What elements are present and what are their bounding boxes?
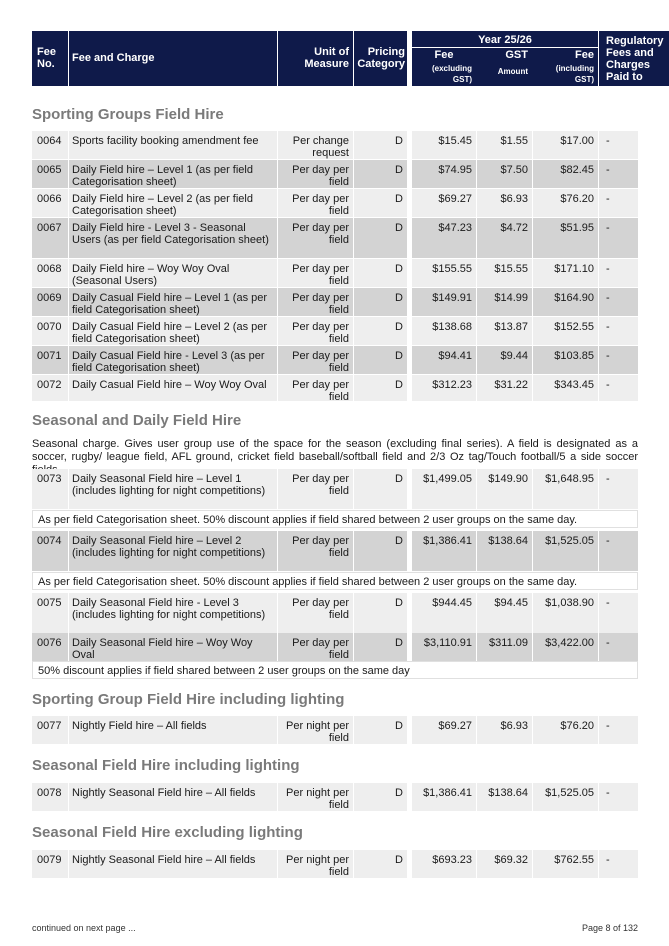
table-row bbox=[32, 783, 638, 811]
fee-number: 0076 bbox=[32, 633, 68, 661]
fee-excluding-gst: $149.91 bbox=[412, 288, 476, 316]
gst-amount: $4.72 bbox=[477, 218, 532, 258]
table-header bbox=[32, 31, 664, 86]
fee-including-gst: $171.10 bbox=[533, 259, 598, 287]
pricing-category: D bbox=[354, 189, 407, 217]
pricing-category: D bbox=[354, 375, 407, 401]
gst-amount: $69.32 bbox=[477, 850, 532, 878]
gst-amount: $94.45 bbox=[477, 593, 532, 633]
gst-amount: $1.55 bbox=[477, 131, 532, 159]
unit-of-measure: Per day per field bbox=[278, 218, 353, 258]
pricing-category: D bbox=[354, 716, 407, 744]
fee-including-gst: $1,525.05 bbox=[533, 531, 598, 571]
fee-number: 0068 bbox=[32, 259, 68, 287]
fee-including-gst: $1,038.90 bbox=[533, 593, 598, 633]
fee-name: Nightly Field hire – All fields bbox=[69, 716, 277, 744]
fee-including-gst: $343.45 bbox=[533, 375, 598, 401]
fee-number: 0077 bbox=[32, 716, 68, 744]
section-description: Seasonal charge. Gives user group use of the space for the season (excluding final series). A field is designated as a soccer, rugby/ league field, AFL ground, cricket field baseball/softball field and 2/3 Oz tag/Touch football/5 a side soccer bbox=[32, 438, 638, 463]
fee-number: 0070 bbox=[32, 317, 68, 345]
fee-number: 0078 bbox=[32, 783, 68, 811]
fee-excluding-gst: $69.27 bbox=[412, 716, 476, 744]
year-divider bbox=[412, 47, 598, 48]
pricing-category: D bbox=[354, 288, 407, 316]
regulatory-paid-to: - bbox=[599, 317, 638, 345]
regulatory-paid-to: - bbox=[599, 716, 638, 744]
fee-including-gst: $1,648.95 bbox=[533, 469, 598, 509]
table-row bbox=[32, 160, 638, 188]
pricing-category: D bbox=[354, 633, 407, 661]
fee-including-gst: $17.00 bbox=[533, 131, 598, 159]
pricing-category: D bbox=[354, 469, 407, 509]
fee-excluding-gst: $3,110.91 bbox=[412, 633, 476, 661]
gst-amount: $6.93 bbox=[477, 189, 532, 217]
gst-amount: $15.55 bbox=[477, 259, 532, 287]
table-row bbox=[32, 317, 638, 345]
table-row bbox=[32, 288, 638, 316]
fee-name: Nightly Seasonal Field hire – All fields bbox=[69, 850, 277, 878]
gst-amount: $31.22 bbox=[477, 375, 532, 401]
table-row bbox=[32, 850, 638, 878]
row-note: As per field Categorisation sheet. 50% discount applies if field shared between 2 user groups on the same day. bbox=[32, 572, 638, 590]
fee-number: 0064 bbox=[32, 131, 68, 159]
fee-excluding-gst: $312.23 bbox=[412, 375, 476, 401]
fee-including-gst: $1,525.05 bbox=[533, 783, 598, 811]
regulatory-paid-to: - bbox=[599, 218, 638, 258]
fee-number: 0066 bbox=[32, 189, 68, 217]
pricing-category: D bbox=[354, 218, 407, 258]
table-row bbox=[32, 593, 638, 633]
gst-amount: $7.50 bbox=[477, 160, 532, 188]
row-note: As per field Categorisation sheet. 50% discount applies if field shared between 2 user groups on the same day. bbox=[32, 510, 638, 528]
regulatory-paid-to: - bbox=[599, 850, 638, 878]
regulatory-paid-to: - bbox=[599, 259, 638, 287]
regulatory-paid-to: - bbox=[599, 469, 638, 509]
gst-amount: $13.87 bbox=[477, 317, 532, 345]
fee-including-gst: $164.90 bbox=[533, 288, 598, 316]
fee-number: 0072 bbox=[32, 375, 68, 401]
table-row bbox=[32, 259, 638, 287]
table-row bbox=[32, 189, 638, 217]
fee-including-gst: $51.95 bbox=[533, 218, 598, 258]
fee-name: Daily Casual Field hire – Level 2 (as per field Categorisation sheet) bbox=[69, 317, 277, 345]
fee-excluding-gst: $944.45 bbox=[412, 593, 476, 633]
pricing-category: D bbox=[354, 346, 407, 374]
fee-name: Daily Casual Field hire – Woy Woy Oval bbox=[69, 375, 277, 401]
gst-amount: $6.93 bbox=[477, 716, 532, 744]
gst-amount: $14.99 bbox=[477, 288, 532, 316]
fee-name: Daily Field hire - Level 3 - Seasonal Users (as per field Categorisation sheet) bbox=[69, 218, 277, 258]
table-row bbox=[32, 469, 638, 509]
fee-excluding-gst: $1,386.41 bbox=[412, 783, 476, 811]
unit-of-measure: Per day per field bbox=[278, 633, 353, 661]
fee-name: Daily Field hire – Level 2 (as per field Categorisation sheet) bbox=[69, 189, 277, 217]
header-fee-charge: Fee and Charge bbox=[69, 31, 277, 86]
fee-number: 0075 bbox=[32, 593, 68, 633]
fee-excluding-gst: $47.23 bbox=[412, 218, 476, 258]
fee-number: 0067 bbox=[32, 218, 68, 258]
gst-amount: $138.64 bbox=[477, 783, 532, 811]
table-row bbox=[32, 531, 638, 571]
pricing-category: D bbox=[354, 259, 407, 287]
section-title-seasonal-daily: Seasonal and Daily Field Hire bbox=[32, 412, 242, 429]
section-title-seasonal-no-lighting: Seasonal Field Hire excluding lighting bbox=[32, 824, 303, 841]
unit-of-measure: Per day per field bbox=[278, 160, 353, 188]
pricing-category: D bbox=[354, 531, 407, 571]
fee-excluding-gst: $1,499.05 bbox=[412, 469, 476, 509]
table-row bbox=[32, 218, 638, 258]
gst-amount: $9.44 bbox=[477, 346, 532, 374]
fee-excluding-gst: $74.95 bbox=[412, 160, 476, 188]
fee-number: 0073 bbox=[32, 469, 68, 509]
regulatory-paid-to: - bbox=[599, 189, 638, 217]
table-row bbox=[32, 633, 638, 661]
fee-including-gst: $76.20 bbox=[533, 189, 598, 217]
header-regulatory: Regulatory Fees and Charges Paid to bbox=[599, 31, 669, 86]
fee-excluding-gst: $138.68 bbox=[412, 317, 476, 345]
header-fee-no: Fee No. bbox=[32, 31, 68, 86]
unit-of-measure: Per change request bbox=[278, 131, 353, 159]
fee-number: 0065 bbox=[32, 160, 68, 188]
unit-of-measure: Per day per field bbox=[278, 346, 353, 374]
regulatory-paid-to: - bbox=[599, 593, 638, 633]
header-pricing: Pricing Category bbox=[354, 31, 407, 86]
table-row bbox=[32, 716, 638, 744]
unit-of-measure: Per night per field bbox=[278, 850, 353, 878]
fee-excluding-gst: $155.55 bbox=[412, 259, 476, 287]
continued-note: continued on next page ... bbox=[32, 923, 136, 933]
table-row bbox=[32, 375, 638, 401]
section-title-seasonal-lighting: Seasonal Field Hire including lighting bbox=[32, 757, 300, 774]
pricing-category: D bbox=[354, 593, 407, 633]
unit-of-measure: Per day per field bbox=[278, 593, 353, 633]
fee-name: Nightly Seasonal Field hire – All fields bbox=[69, 783, 277, 811]
fee-name: Daily Seasonal Field hire - Level 3 (includes lighting for night competitions) bbox=[69, 593, 277, 633]
fee-name: Daily Casual Field hire - Level 3 (as per field Categorisation sheet) bbox=[69, 346, 277, 374]
fee-name: Daily Field hire – Woy Woy Oval (Seasonal Users) bbox=[69, 259, 277, 287]
fee-name: Daily Seasonal Field hire – Level 1 (includes lighting for night competitions) bbox=[69, 469, 277, 509]
fee-including-gst: $103.85 bbox=[533, 346, 598, 374]
header-unit: Unit of Measure bbox=[278, 31, 353, 86]
pricing-category: D bbox=[354, 850, 407, 878]
regulatory-paid-to: - bbox=[599, 633, 638, 661]
pricing-category: D bbox=[354, 317, 407, 345]
fee-name: Sports facility booking amendment fee bbox=[69, 131, 277, 159]
fee-number: 0069 bbox=[32, 288, 68, 316]
fee-including-gst: $762.55 bbox=[533, 850, 598, 878]
fee-name: Daily Field hire – Level 1 (as per field Categorisation sheet) bbox=[69, 160, 277, 188]
row-note: 50% discount applies if field shared between 2 user groups on the same day bbox=[32, 661, 638, 679]
fee-number: 0079 bbox=[32, 850, 68, 878]
unit-of-measure: Per day per field bbox=[278, 531, 353, 571]
regulatory-paid-to: - bbox=[599, 531, 638, 571]
regulatory-paid-to: - bbox=[599, 288, 638, 316]
fee-name: Daily Seasonal Field hire – Woy Woy Oval bbox=[69, 633, 277, 661]
gst-amount: $138.64 bbox=[477, 531, 532, 571]
fee-including-gst: $3,422.00 bbox=[533, 633, 598, 661]
table-row bbox=[32, 131, 638, 159]
table-row bbox=[32, 346, 638, 374]
header-year-group: Year 25/26 Fee (excluding GST) GST Amount Fee (including GST) bbox=[412, 31, 598, 86]
fee-name: Daily Casual Field hire – Level 1 (as per field Categorisation sheet) bbox=[69, 288, 277, 316]
fee-number: 0071 bbox=[32, 346, 68, 374]
gst-amount: $311.09 bbox=[477, 633, 532, 661]
unit-of-measure: Per night per field bbox=[278, 783, 353, 811]
fee-excluding-gst: $69.27 bbox=[412, 189, 476, 217]
fee-excluding-gst: $1,386.41 bbox=[412, 531, 476, 571]
unit-of-measure: Per day per field bbox=[278, 288, 353, 316]
fee-name: Daily Seasonal Field hire – Level 2 (includes lighting for night competitions) bbox=[69, 531, 277, 571]
pricing-category: D bbox=[354, 131, 407, 159]
page-number: Page 8 of 132 bbox=[581, 923, 638, 933]
fee-excluding-gst: $693.23 bbox=[412, 850, 476, 878]
fee-including-gst: $76.20 bbox=[533, 716, 598, 744]
unit-of-measure: Per night per field bbox=[278, 716, 353, 744]
unit-of-measure: Per day per field bbox=[278, 375, 353, 401]
fee-number: 0074 bbox=[32, 531, 68, 571]
fee-excluding-gst: $94.41 bbox=[412, 346, 476, 374]
regulatory-paid-to: - bbox=[599, 160, 638, 188]
unit-of-measure: Per day per field bbox=[278, 259, 353, 287]
regulatory-paid-to: - bbox=[599, 375, 638, 401]
gst-amount: $149.90 bbox=[477, 469, 532, 509]
fee-including-gst: $152.55 bbox=[533, 317, 598, 345]
section-title-sporting-groups: Sporting Groups Field Hire bbox=[32, 106, 224, 123]
unit-of-measure: Per day per field bbox=[278, 469, 353, 509]
regulatory-paid-to: - bbox=[599, 783, 638, 811]
fee-including-gst: $82.45 bbox=[533, 160, 598, 188]
fee-excluding-gst: $15.45 bbox=[412, 131, 476, 159]
regulatory-paid-to: - bbox=[599, 131, 638, 159]
regulatory-paid-to: - bbox=[599, 346, 638, 374]
unit-of-measure: Per day per field bbox=[278, 189, 353, 217]
pricing-category: D bbox=[354, 160, 407, 188]
unit-of-measure: Per day per field bbox=[278, 317, 353, 345]
section-title-sporting-lighting: Sporting Group Field Hire including lighting bbox=[32, 691, 345, 708]
pricing-category: D bbox=[354, 783, 407, 811]
